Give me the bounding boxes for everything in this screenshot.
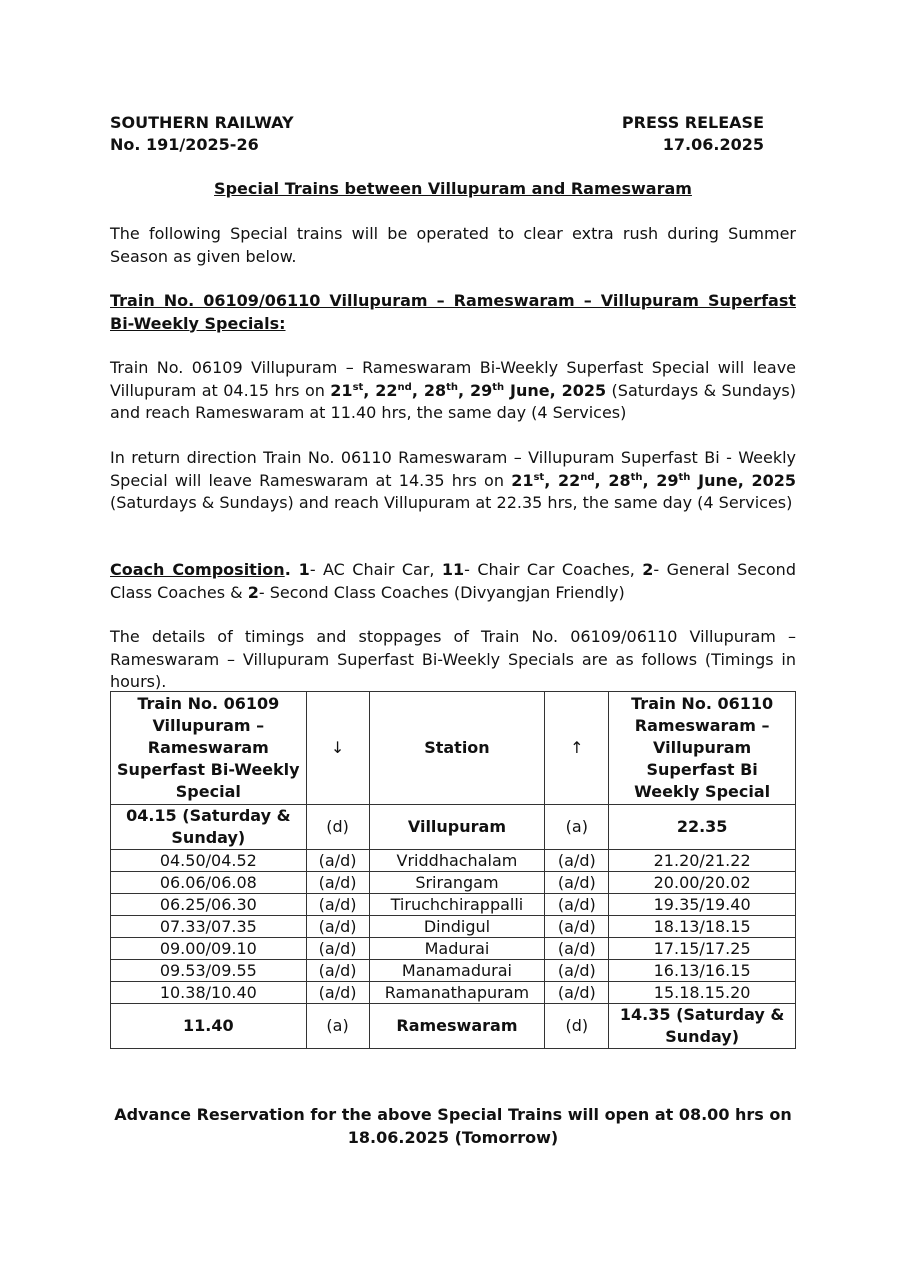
sep-1: , xyxy=(544,470,558,490)
coach-text-4: - Second Class Coaches (Divyangjan Friendly) xyxy=(258,582,625,602)
table-row xyxy=(111,894,796,916)
header-right xyxy=(622,112,764,156)
sep-3: , xyxy=(642,470,657,490)
date-3: 28 xyxy=(608,470,631,490)
intro-paragraph: The following Special trains will be operated to clear extra rush during Summer Season as given below. xyxy=(110,224,796,266)
date-1: 21 xyxy=(511,470,534,490)
date-4-suffix: th xyxy=(678,471,691,483)
station-name: Vriddhachalam xyxy=(369,850,545,872)
date-3: 28 xyxy=(423,380,447,400)
return-text-2: (Saturdays & Sundays) and reach Villupuram at 22.35 hrs, the same day (4 Services) xyxy=(110,493,793,512)
coach-text-1: - AC Chair Car, xyxy=(309,560,442,579)
date-2-suffix: nd xyxy=(580,471,595,483)
sep-2: , xyxy=(594,470,609,490)
time-06110: 14.35 (Saturday & Sunday) xyxy=(609,1004,796,1049)
code-06110: (a/d) xyxy=(545,982,609,1004)
time-06109: 09.53/09.55 xyxy=(111,960,307,982)
code-06110: (a/d) xyxy=(545,894,609,916)
release-type: PRESS RELEASE xyxy=(621,113,764,132)
station-name: Ramanathapuram xyxy=(369,982,545,1004)
station-name: Tiruchchirappalli xyxy=(369,894,545,916)
table-row xyxy=(111,872,796,894)
time-06109: 09.00/09.10 xyxy=(111,938,307,960)
date-4: 29 xyxy=(469,380,493,400)
code-06110: (a) xyxy=(545,805,609,850)
coach-count-4: 2 xyxy=(247,582,259,602)
outbound-paragraph xyxy=(110,357,796,425)
code-06110: (a/d) xyxy=(545,960,609,982)
date-1: 21 xyxy=(330,380,353,400)
code-06110: (a/d) xyxy=(545,938,609,960)
code-06110: (d) xyxy=(545,1004,609,1049)
time-06110: 19.35/19.40 xyxy=(609,894,796,916)
time-06109: 10.38/10.40 xyxy=(111,982,307,1004)
time-06109: 07.33/07.35 xyxy=(111,916,307,938)
time-06110: 22.35 xyxy=(609,805,796,850)
month-year: June, 2025 xyxy=(690,470,797,490)
month-year: June, 2025 xyxy=(504,380,607,400)
time-06109: 04.50/04.52 xyxy=(111,850,307,872)
sep-1: , xyxy=(363,380,376,400)
code-06110: (a/d) xyxy=(545,872,609,894)
time-06109: 06.06/06.08 xyxy=(111,872,307,894)
time-06110: 17.15/17.25 xyxy=(609,938,796,960)
time-06109: 06.25/06.30 xyxy=(111,894,307,916)
date-1-suffix: st xyxy=(533,471,545,483)
table-header-row xyxy=(111,692,796,805)
code-06110: (a/d) xyxy=(545,850,609,872)
reservation-notice: Advance Reservation for the above Special Trains will open at 08.00 hrs on 18.06.2025 (Tomorrow) xyxy=(114,1105,792,1147)
coach-composition-paragraph xyxy=(110,559,796,604)
station-name: Madurai xyxy=(369,938,545,960)
outbound-text-2: (Saturdays & Sundays) and reach Rameswaram at 11.40 hrs, the same day (4 Services) xyxy=(110,380,796,422)
sep-2: , xyxy=(411,380,424,400)
table-row xyxy=(111,1004,796,1049)
org-name: SOUTHERN RAILWAY xyxy=(110,113,294,132)
date-4: 29 xyxy=(656,470,679,490)
date-3-suffix: th xyxy=(630,471,643,483)
details-paragraph: The details of timings and stoppages of Train No. 06109/06110 Villupuram – Rameswaram – Villupuram Superfast Bi-Weekly Specials are as follows (Timings in hours). xyxy=(110,627,796,691)
time-06110: 15.18.15.20 xyxy=(609,982,796,1004)
date-3-suffix: th xyxy=(446,381,458,393)
coach-sep: . xyxy=(284,560,299,579)
release-date: 17.06.2025 xyxy=(662,135,764,154)
down-arrow-icon: ↓ xyxy=(306,692,369,805)
table-row xyxy=(111,916,796,938)
coach-count-3: 2 xyxy=(642,560,654,579)
code-06109: (a/d) xyxy=(306,850,369,872)
time-06110: 16.13/16.15 xyxy=(609,960,796,982)
date-2: 22 xyxy=(375,380,398,400)
table-row xyxy=(111,960,796,982)
date-2: 22 xyxy=(557,470,581,490)
station-name: Rameswaram xyxy=(369,1004,545,1049)
code-06109: (a/d) xyxy=(306,938,369,960)
coach-text-2: - Chair Car Coaches, xyxy=(464,560,643,579)
return-text-1: In return direction Train No. 06110 Rameswaram – Villupuram Superfast Bi - Weekly Special will leave Rameswaram at 14.35 hrs on xyxy=(110,448,796,490)
date-2-suffix: nd xyxy=(397,381,412,393)
page-title: Special Trains between Villupuram and Rameswaram xyxy=(214,179,692,198)
time-06110: 20.00/20.02 xyxy=(609,872,796,894)
time-06110: 21.20/21.22 xyxy=(609,850,796,872)
table-row xyxy=(111,805,796,850)
time-06109: 11.40 xyxy=(111,1004,307,1049)
table-row xyxy=(111,982,796,1004)
station-name: Srirangam xyxy=(369,872,545,894)
date-1-suffix: st xyxy=(352,381,364,393)
header-station: Station xyxy=(369,692,545,805)
station-name: Dindigul xyxy=(369,916,545,938)
header-left xyxy=(110,112,294,156)
code-06109: (a/d) xyxy=(306,872,369,894)
table-row xyxy=(111,850,796,872)
sep-3: , xyxy=(457,380,470,400)
return-paragraph xyxy=(110,447,796,515)
code-06109: (a/d) xyxy=(306,894,369,916)
code-06109: (a/d) xyxy=(306,916,369,938)
timetable xyxy=(110,691,796,1049)
station-name: Manamadurai xyxy=(369,960,545,982)
coach-text-3: - General Second Class Coaches & xyxy=(110,560,796,602)
station-name: Villupuram xyxy=(369,805,545,850)
code-06110: (a/d) xyxy=(545,916,609,938)
time-06109: 04.15 (Saturday & Sunday) xyxy=(111,805,307,850)
code-06109: (a) xyxy=(306,1004,369,1049)
outbound-text-1: Train No. 06109 Villupuram – Rameswaram Bi-Weekly Superfast Special will leave Villupuram at 04.15 hrs on xyxy=(110,358,796,400)
header-train-06109: Train No. 06109 Villupuram – Rameswaram Superfast Bi-Weekly Special xyxy=(111,692,307,805)
code-06109: (a/d) xyxy=(306,982,369,1004)
coach-count-1: 1 xyxy=(298,560,310,579)
section-heading: Train No. 06109/06110 Villupuram – Rameswaram – Villupuram Superfast Bi-Weekly Specials: xyxy=(110,291,796,333)
date-4-suffix: th xyxy=(492,381,505,393)
coach-composition-label: Coach Composition xyxy=(110,560,285,579)
time-06110: 18.13/18.15 xyxy=(609,916,796,938)
code-06109: (d) xyxy=(306,805,369,850)
coach-count-2: 11 xyxy=(441,560,465,579)
up-arrow-icon: ↑ xyxy=(545,692,609,805)
table-row xyxy=(111,938,796,960)
header-train-06110: Train No. 06110 Rameswaram – Villupuram Superfast Bi Weekly Special xyxy=(609,692,796,805)
release-number: No. 191/2025-26 xyxy=(110,135,259,154)
code-06109: (a/d) xyxy=(306,960,369,982)
